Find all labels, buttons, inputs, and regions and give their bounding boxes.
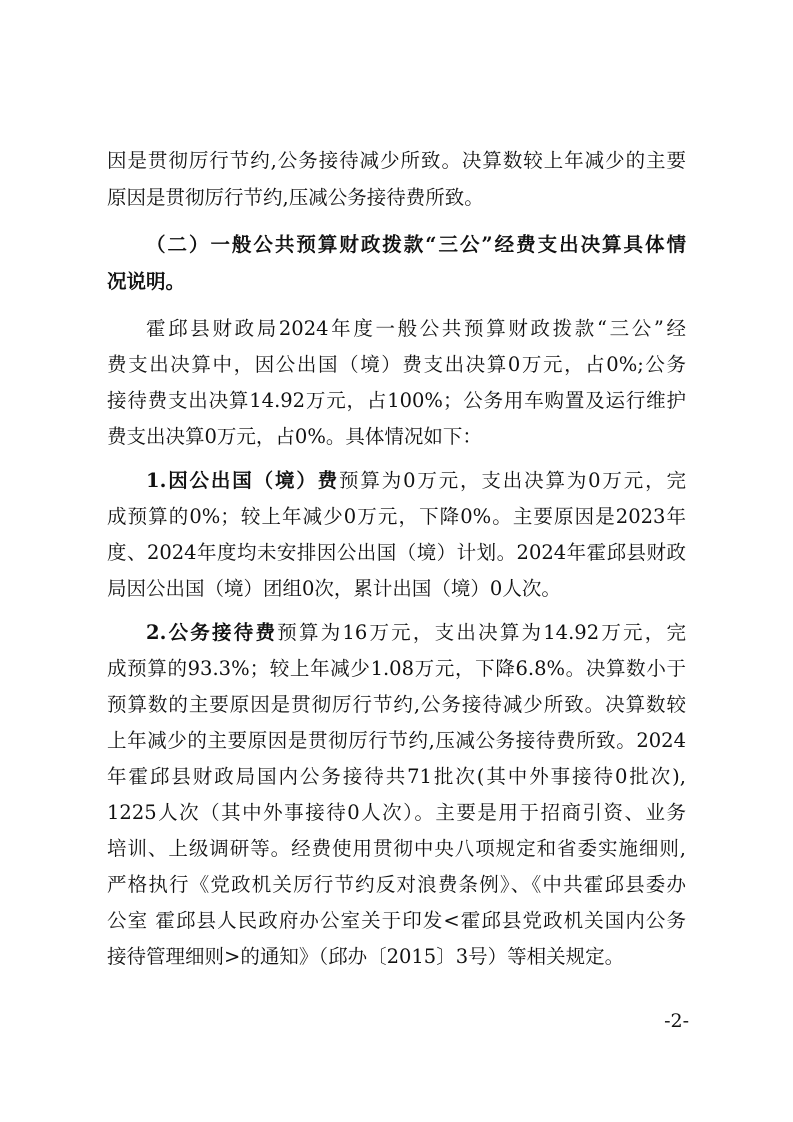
paragraph-line <box>146 467 686 495</box>
paragraph-line: 度、2024年度均未安排因公出国（境）计划。2024年霍邱县财政 <box>107 541 686 564</box>
page-number: -2- <box>664 1010 689 1032</box>
paragraph-line: 成预算的0%；较上年减少0万元，下降0%。主要原因是2023年 <box>107 505 686 528</box>
paragraph-line: 1225人次（其中外事接待0人次）。主要是用于招商引资、业务 <box>107 801 686 824</box>
paragraph-line: 年霍邱县财政局国内公务接待共71批次(其中外事接待0批次), <box>107 765 686 788</box>
paragraph-line <box>146 619 686 647</box>
paragraph-line: 培训、上级调研等。经费使用贯彻中央八项规定和省委实施细则, <box>107 837 686 860</box>
paragraph-line: 费支出决算0万元，占0%。具体情况如下： <box>107 425 482 448</box>
paragraph-line: 原因是贯彻厉行节约,压减公务接待费所致。 <box>107 186 484 209</box>
subsection-title: 2.公务接待费 <box>146 621 278 644</box>
paragraph-line: 公室 霍邱县人民政府办公室关于印发<霍邱县党政机关国内公务 <box>107 909 686 932</box>
paragraph-line: 局因公出国（境）团组0次，累计出国（境）0人次。 <box>107 577 561 600</box>
paragraph-line: 成预算的93.3%；较上年减少1.08万元，下降6.8%。决算数小于 <box>107 657 686 680</box>
paragraph-text: 预算为0万元，支出决算为0万元，完 <box>339 469 686 492</box>
section-heading: 况说明。 <box>107 270 186 293</box>
paragraph-line: 费支出决算中，因公出国（境）费支出决算0万元，占0%;公务 <box>107 353 686 376</box>
paragraph-text: 预算为16万元，支出决算为14.92万元，完 <box>277 621 686 644</box>
paragraph-line: 接待费支出决算14.92万元，占100%；公务用车购置及运行维护 <box>107 389 686 412</box>
paragraph-line: 因是贯彻厉行节约,公务接待减少所致。决算数较上年减少的主要 <box>107 149 686 172</box>
paragraph-line: 霍邱县财政局2024年度一般公共预算财政拨款“三公”经 <box>146 317 686 340</box>
section-heading: （二）一般公共预算财政拨款“三公”经费支出决算具体情 <box>146 233 686 256</box>
paragraph-line: 预算数的主要原因是贯彻厉行节约,公务接待减少所致。决算数较 <box>107 693 686 716</box>
paragraph-line: 严格执行《党政机关厉行节约反对浪费条例》、《中共霍邱县委办 <box>107 873 686 896</box>
subsection-title: 1.因公出国（境）费 <box>146 469 340 492</box>
paragraph-line: 接待管理细则>的通知》（邱办〔2015〕3号）等相关规定。 <box>107 945 625 968</box>
paragraph-line: 上年减少的主要原因是贯彻厉行节约,压减公务接待费所致。2024 <box>107 729 686 752</box>
